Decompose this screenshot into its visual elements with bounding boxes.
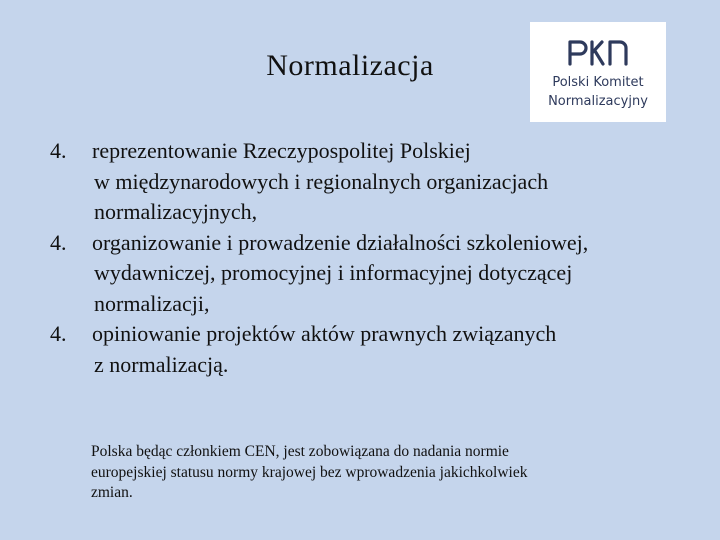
list-item-text: organizowanie i prowadzenie działalności szkoleniowej, <box>92 229 589 255</box>
list-item-number: 4. <box>50 229 67 255</box>
note-line: zmian. <box>91 484 133 501</box>
list-item <box>0 319 720 380</box>
list-item-number: 4. <box>50 138 67 163</box>
pkn-logo <box>530 22 666 122</box>
note-line: Polska będąc członkiem CEN, jest zobowiązana do nadania normie <box>91 443 509 460</box>
list-item <box>0 136 720 228</box>
logo-line1: Polski Komitet <box>552 75 644 90</box>
note-line: europejskiej statusu normy krajowej bez wprowadzenia jakichkolwiek <box>91 463 528 481</box>
list-item-text: wydawniczej, promocyjnej i informacyjnej dotyczącej <box>94 260 573 285</box>
slide-title: Normalizacja <box>266 49 434 82</box>
cen-note <box>91 442 691 504</box>
logo-line2: Normalizacyjny <box>548 94 648 109</box>
list-item-text: z normalizacją. <box>94 351 229 377</box>
pkn-logo-graphic <box>530 22 666 122</box>
numbered-list <box>0 136 720 380</box>
list-item-text: reprezentowanie Rzeczypospolitej Polskiej <box>92 138 471 163</box>
list-item-text: w międzynarodowych i regionalnych organizacjach <box>94 168 549 194</box>
list-item <box>0 228 720 320</box>
list-item-text: normalizacyjnych, <box>94 199 258 224</box>
list-item-text: normalizacji, <box>94 290 210 316</box>
list-item-number: 4. <box>50 321 67 346</box>
list-item-text: opiniowanie projektów aktów prawnych związanych <box>92 321 557 346</box>
